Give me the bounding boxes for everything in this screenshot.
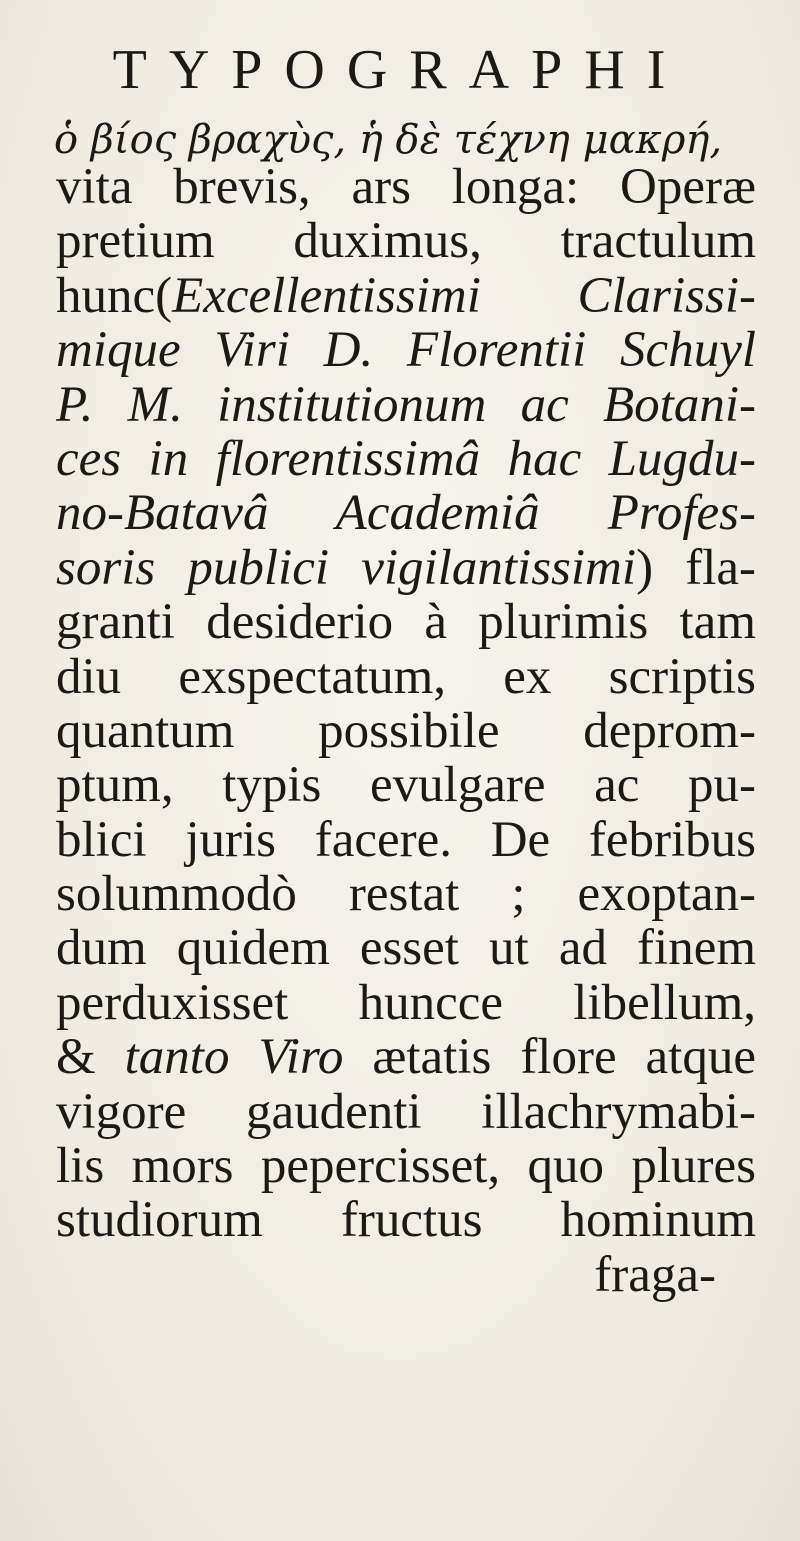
text-italic: Excellentissimi Clarissi- <box>172 268 756 324</box>
text-line <box>56 378 756 432</box>
text-line: dum quidem esset ut ad finem <box>56 921 756 976</box>
text-roman: & <box>56 1030 125 1085</box>
text-line: diu exspectatum, ex scriptis <box>56 649 756 704</box>
text-italic: ces in florentissimâ hac Lugdu- <box>56 431 756 487</box>
text-roman: ) fla- <box>636 540 756 596</box>
body-text <box>56 160 756 1302</box>
text-italic: P. M. institutionum ac Botani- <box>56 377 756 432</box>
text-roman: ætatis flore atque <box>343 1030 756 1085</box>
greek-aphorism: ὁ βίος βραχὺς, ἡ δὲ τέχνη μακρή, <box>54 117 723 163</box>
text-line: lis mors pepercisset, quo plures <box>56 1139 756 1194</box>
text-italic: soris publici vigilantissimi <box>56 540 637 596</box>
text-line: pretium duximus, tractulum <box>56 214 756 269</box>
text-line: quantum possibile deprom- <box>56 703 756 759</box>
text-line: studiorum fructus hominum <box>56 1193 756 1248</box>
text-line <box>56 432 756 486</box>
text-line: perduxisset huncce libellum, <box>56 975 756 1031</box>
text-line <box>56 486 756 540</box>
text-line <box>56 323 756 377</box>
text-italic: mique Viri D. Florentii Schuyl <box>56 323 756 378</box>
text-line: blici juris facere. De febribus <box>56 812 756 868</box>
text-line: vigore gaudenti illachrymabi- <box>56 1084 756 1140</box>
text-line: granti desiderio à plurimis tam <box>56 595 756 650</box>
catchword: fraga- <box>594 1247 716 1303</box>
text-line: ptum, typis evulgare ac pu- <box>56 758 756 813</box>
text-line <box>56 269 756 323</box>
text-line <box>56 541 756 595</box>
text-italic: no-Batavâ Academiâ Profes- <box>56 486 756 541</box>
text-line: vita brevis, ars longa: Operæ <box>56 160 756 215</box>
text-roman: hunc( <box>56 268 173 324</box>
text-line <box>56 1030 756 1084</box>
running-header: TYPOGRAPHI <box>112 39 688 101</box>
text-italic: tanto Viro <box>124 1030 344 1085</box>
text-line: solummodò restat ; exoptan- <box>56 867 756 922</box>
